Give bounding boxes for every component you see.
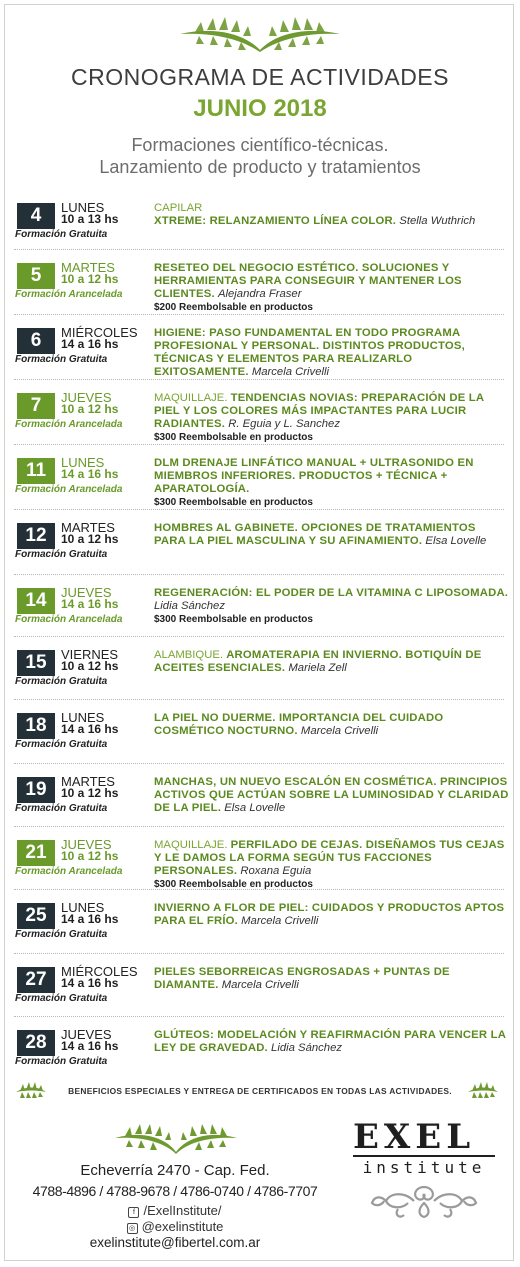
fern-icon — [14, 1080, 48, 1100]
time-range: 10 a 12 hs — [61, 659, 119, 673]
training-type: Formación Gratuita — [15, 1056, 108, 1067]
time-range: 14 a 16 hs — [61, 722, 119, 736]
activity-description — [154, 262, 510, 314]
activity-title: LA PIEL NO DUERME. IMPORTANCIA DEL CUIDADO COSMÉTICO NOCTURNO. — [154, 712, 444, 737]
time-range: 14 a 16 hs — [61, 912, 119, 926]
price-note: $300 Reembolsable en productos — [154, 614, 313, 625]
activity-description — [154, 457, 510, 509]
divider — [14, 1016, 504, 1017]
facebook-link[interactable] — [0, 1203, 350, 1218]
activity-category: MAQUILLAJE. — [154, 392, 228, 404]
speaker-name: Elsa Lovelle — [224, 802, 286, 814]
page-title: CRONOGRAMA DE ACTIVIDADES — [70, 64, 449, 90]
day-name: MARTES — [61, 774, 115, 789]
speaker-name: Roxana Eguia — [240, 865, 312, 877]
activity-description — [154, 839, 510, 891]
activity-category: MAQUILLAJE. — [154, 839, 228, 851]
day-number-badge: 4 — [17, 203, 55, 229]
price-note: $300 Reembolsable en productos — [154, 497, 313, 508]
activity-title: REGENERACIÓN: EL PODER DE LA VITAMINA C LIPOSOMADA. — [154, 587, 509, 599]
activity-description — [154, 776, 510, 815]
activity-title: HIGIENE: PASO FUNDAMENTAL EN TODO PROGRAMA PROFESIONAL Y PERSONAL. DISTINTOS PRODUCTOS, TÉCNICAS Y ELEMENTOS PARA REALIZARLO EXITOSAMENTE. — [154, 327, 465, 378]
day-name: JUEVES — [61, 390, 112, 405]
speaker-name: Lidia Sánchez — [154, 600, 225, 612]
instagram-handle: @exelinstitute — [141, 1219, 224, 1234]
poster-frame — [4, 4, 514, 1261]
day-number-badge: 28 — [17, 1030, 55, 1056]
time-range: 14 a 16 hs — [61, 467, 119, 481]
price-note: $200 Reembolsable en productos — [154, 302, 313, 313]
activity-description — [154, 966, 510, 992]
day-number-badge: 12 — [17, 523, 55, 549]
training-type: Formación Gratuita — [15, 929, 108, 940]
price-note: $300 Reembolsable en productos — [154, 879, 313, 890]
training-type: Formación Gratuita — [15, 676, 108, 687]
activity-title: MANCHAS, UN NUEVO ESCALÓN EN COSMÉTICA. PRINCIPIOS ACTIVOS QUE ACTÚAN SOBRE LA LUMINOSIDAD Y CLARIDAD DE LA PIEL. — [154, 776, 509, 814]
training-type: Formación Gratuita — [15, 229, 108, 240]
instagram-icon: ◎ — [127, 1223, 138, 1234]
divider — [14, 574, 504, 575]
speaker-name: Marcela Crivelli — [221, 979, 299, 991]
activity-title: RESETEO DEL NEGOCIO ESTÉTICO. SOLUCIONES Y HERRAMIENTAS PARA CONSEGUIR Y MANTENER LOS CLIENTES. — [154, 262, 462, 300]
day-name: LUNES — [61, 455, 105, 470]
day-name: MARTES — [61, 260, 115, 275]
speaker-name: Lidia Sánchez — [271, 1042, 343, 1054]
day-number-badge: 25 — [17, 903, 55, 929]
speaker-name: Marcela Crivelli — [251, 366, 330, 378]
divider — [14, 444, 504, 445]
day-name: VIERNES — [61, 647, 119, 662]
day-number-badge: 19 — [17, 777, 55, 803]
activity-description — [154, 202, 510, 228]
day-name: MARTES — [61, 520, 115, 535]
speaker-name: Marcela Crivelli — [241, 915, 319, 927]
speaker-name: R. Eguia y L. Sanchez — [228, 418, 340, 430]
activity-category: CAPILAR — [154, 202, 203, 214]
divider — [14, 249, 504, 250]
day-name: JUEVES — [61, 1027, 112, 1042]
activity-title: DLM DRENAJE LINFÁTICO MANUAL + ULTRASONIDO EN MIEMBROS INFERIORES. PRODUCTOS + TÉCNICA + APARATOLOGÍA. — [154, 457, 474, 495]
day-name: MIÉRCOLES — [61, 964, 138, 979]
time-range: 10 a 12 hs — [61, 402, 119, 416]
instagram-link[interactable] — [0, 1219, 350, 1234]
day-number-badge: 5 — [17, 263, 55, 289]
activity-description — [154, 902, 510, 928]
facebook-icon: f — [128, 1207, 139, 1218]
activity-title: GLÚTEOS: MODELACIÓN Y REAFIRMACIÓN PARA VENCER LA LEY DE GRAVEDAD. — [154, 1029, 506, 1054]
training-type: Formación Gratuita — [15, 993, 108, 1004]
fern-icon — [111, 1120, 241, 1156]
day-number-badge: 7 — [17, 393, 55, 419]
email-link[interactable]: exelinstitute@fibertel.com.ar — [89, 1235, 261, 1250]
divider — [14, 509, 504, 510]
time-range: 14 a 16 hs — [61, 976, 119, 990]
phones-text: 4788-4896 / 4788-9678 / 4786-0740 / 4786-7707 — [32, 1183, 318, 1199]
divider — [14, 826, 504, 827]
day-number-badge: 21 — [17, 840, 55, 866]
activity-title: PERFILADO DE CEJAS. DISEÑAMOS TUS CEJAS Y LE DAMOS LA FORMA SEGÚN TUS FACCIONES PERSONALES. — [154, 839, 505, 877]
training-type: Formación Gratuita — [15, 549, 108, 560]
divider — [14, 379, 504, 380]
day-number-badge: 15 — [17, 650, 55, 676]
logo-sub: institute — [353, 1155, 495, 1177]
activity-title: PIELES SEBORREICAS ENGROSADAS + PUNTAS DE DIAMANTE. — [154, 966, 450, 991]
month-heading: JUNIO 2018 — [193, 95, 327, 122]
activity-description — [154, 1029, 510, 1055]
speaker-name: Elsa Lovelle — [425, 535, 487, 547]
day-number-badge: 6 — [17, 328, 55, 354]
time-range: 10 a 12 hs — [61, 532, 119, 546]
address-text: Echeverría 2470 - Cap. Fed. — [80, 1162, 270, 1179]
speaker-name: Marcela Crivelli — [300, 725, 379, 737]
tagline-line-2: Lanzamiento de producto y tratamientos — [99, 157, 421, 177]
day-number-badge: 18 — [17, 713, 55, 739]
speaker-name: Alejandra Fraser — [217, 288, 302, 300]
time-range: 10 a 12 hs — [61, 786, 119, 800]
activity-description — [154, 327, 510, 379]
benefits-text: BENEFICIOS ESPECIALES Y ENTREGA DE CERTIFICADOS EN TODAS LAS ACTIVIDADES. — [68, 1086, 452, 1096]
tagline-line-1: Formaciones científico-técnicas. — [131, 135, 389, 155]
activity-title: INVIERNO A FLOR DE PIEL: CUIDADOS Y PRODUCTOS APTOS PARA EL FRÍO. — [154, 902, 505, 927]
activity-title: XTREME: RELANZAMIENTO LÍNEA COLOR. — [154, 215, 397, 227]
price-note: $300 Reembolsable en productos — [154, 432, 313, 443]
time-range: 14 a 16 hs — [61, 597, 119, 611]
training-type: Formación Arancelada — [15, 866, 123, 877]
training-type: Formación Arancelada — [15, 614, 123, 625]
facebook-handle: /ExelInstitute/ — [143, 1203, 222, 1218]
day-number-badge: 27 — [17, 967, 55, 993]
training-type: Formación Gratuita — [15, 354, 108, 365]
day-number-badge: 14 — [17, 588, 55, 614]
benefits-banner — [0, 1080, 520, 1102]
speaker-name: Mariela Zell — [288, 662, 347, 674]
activity-title: TENDENCIAS NOVIAS: PREPARACIÓN DE LA PIEL Y LOS COLORES MÁS IMPACTANTES PARA LUCIR RADIANTES. — [154, 392, 484, 430]
time-range: 10 a 12 hs — [61, 849, 119, 863]
day-name: JUEVES — [61, 585, 112, 600]
day-number-badge: 11 — [17, 458, 55, 484]
training-type: Formación Gratuita — [15, 739, 108, 750]
day-name: LUNES — [61, 710, 105, 725]
activity-description — [154, 587, 510, 626]
activity-description — [154, 392, 510, 444]
divider — [14, 889, 504, 890]
training-type: Formación Gratuita — [15, 803, 108, 814]
fern-icon — [175, 12, 345, 56]
ornament-icon — [368, 1181, 480, 1221]
time-range: 14 a 16 hs — [61, 337, 119, 351]
training-type: Formación Arancelada — [15, 419, 123, 430]
day-name: LUNES — [61, 200, 105, 215]
time-range: 14 a 16 hs — [61, 1039, 119, 1053]
tagline — [0, 134, 520, 178]
day-name: MIÉRCOLES — [61, 325, 138, 340]
fern-icon — [466, 1080, 500, 1100]
activity-title: AROMATERAPIA EN INVIERNO. BOTIQUÍN DE ACEITES ESENCIALES. — [154, 649, 482, 674]
divider — [14, 314, 504, 315]
divider — [14, 699, 504, 700]
training-type: Formación Arancelada — [15, 289, 123, 300]
activity-description — [154, 712, 510, 738]
training-type: Formación Arancelada — [15, 484, 123, 495]
divider — [14, 636, 504, 637]
logo-word: EXEL — [353, 1117, 476, 1157]
time-range: 10 a 12 hs — [61, 272, 119, 286]
activity-description — [154, 522, 510, 548]
activity-description — [154, 649, 510, 675]
day-name: LUNES — [61, 900, 105, 915]
activity-category: ALAMBIQUE. — [154, 649, 224, 661]
time-range: 10 a 13 hs — [61, 212, 119, 226]
day-name: JUEVES — [61, 837, 112, 852]
divider — [14, 763, 504, 764]
divider — [14, 953, 504, 954]
exel-logo — [350, 1117, 500, 1257]
speaker-name: Stella Wuthrich — [399, 215, 476, 227]
activity-title: HOMBRES AL GABINETE. OPCIONES DE TRATAMIENTOS PARA LA PIEL MASCULINA Y SU AFINAMIENTO. — [154, 522, 476, 547]
